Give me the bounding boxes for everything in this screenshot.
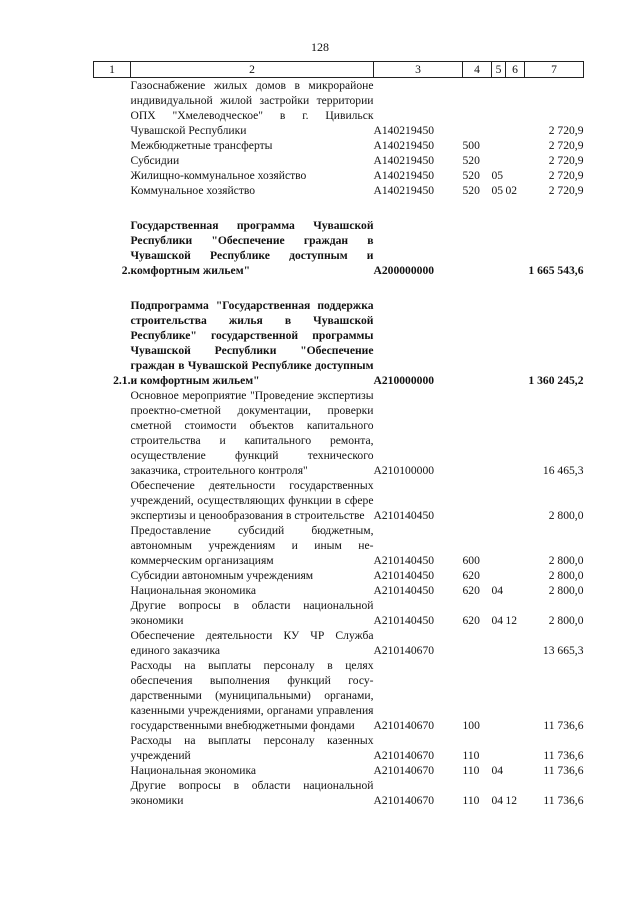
item-name: Подпрограмма "Государственная поддержка строительства жилья в Чувашской Республике" государственной программы Чувашской Республики "Обеспечение граждан в Чувашской Республике доступным и комфортным жильем": [130, 299, 374, 387]
item-name: Расходы на выплаты персоналу в целях обеспечения выполнения функций государственными (муниципальными) органами, казенными учреждениями, органами управления государственными внебюджетными фондами: [130, 659, 374, 732]
target-code: А210140670: [373, 644, 435, 657]
target-code: А210140670: [373, 764, 435, 777]
target-code: А140219450: [373, 184, 435, 197]
row-number: 2.: [121, 264, 131, 277]
subsection: [506, 733, 525, 763]
expense-group: 600: [462, 554, 480, 567]
expense-group: 110: [462, 794, 480, 807]
row-number: 2.1.: [113, 374, 131, 387]
col-header-2: 2: [131, 62, 374, 78]
section: [492, 298, 506, 388]
subsection: 02: [505, 184, 518, 197]
amount: 11 736,6: [543, 719, 584, 732]
col-header-1: 1: [94, 62, 131, 78]
amount: 2 800,0: [548, 509, 584, 522]
amount: 2 800,0: [548, 614, 584, 627]
subsection: [506, 478, 525, 523]
table-row: [94, 78, 584, 139]
amount: 2 720,9: [548, 124, 584, 137]
table-row: [94, 523, 584, 568]
row-number: [94, 763, 131, 778]
table-row: [94, 218, 584, 278]
amount: 2 720,9: [548, 154, 584, 167]
row-number: [94, 628, 131, 658]
item-name: Обеспечение деятельности КУ ЧР Служба единого заказчика: [130, 629, 374, 657]
target-code: А140219450: [373, 139, 435, 152]
target-code: А210100000: [373, 464, 435, 477]
subsection: 12: [505, 794, 518, 807]
subsection: [506, 523, 525, 568]
target-code: А140219450: [373, 154, 435, 167]
table-row: [94, 298, 584, 388]
target-code: А210140450: [373, 509, 435, 522]
section: [492, 78, 506, 139]
spacer-cell: [94, 198, 584, 218]
row-number: [94, 658, 131, 733]
subsection: [506, 568, 525, 583]
table-row: [94, 628, 584, 658]
item-name: Другие вопросы в области национальной экономики: [130, 599, 374, 627]
item-name: Предоставление субсидий бюджетным, автономным учреждениям и иным некоммерческим организациям: [130, 524, 374, 567]
target-code: А210140670: [373, 719, 435, 732]
subsection: [506, 763, 525, 778]
target-code: А210140450: [373, 569, 435, 582]
col-header-7: 7: [525, 62, 584, 78]
row-number: [94, 153, 131, 168]
page-number: 128: [311, 40, 329, 54]
section: [492, 388, 506, 478]
expense-group: 500: [462, 139, 480, 152]
row-number: [94, 168, 131, 183]
row-number: [94, 183, 131, 198]
expense-group: [463, 478, 492, 523]
expense-group: 620: [462, 569, 480, 582]
section: [492, 478, 506, 523]
table-row: [94, 763, 584, 778]
row-number: [94, 583, 131, 598]
subsection: [506, 153, 525, 168]
item-name: Государственная программа Чувашской Республики "Обеспечение граждан в Чувашской Республике доступным и комфортным жильем": [130, 219, 374, 277]
table-row: [94, 153, 584, 168]
section: 05: [491, 169, 504, 182]
target-code: А200000000: [373, 264, 435, 277]
expense-group: [463, 388, 492, 478]
spacer-cell: [94, 278, 584, 298]
row-number: [94, 523, 131, 568]
col-header-4: 4: [463, 62, 492, 78]
amount: 11 736,6: [543, 794, 584, 807]
subsection: [506, 298, 525, 388]
amount: 11 736,6: [543, 749, 584, 762]
expense-group: 620: [462, 584, 480, 597]
amount: 16 465,3: [542, 464, 584, 477]
table-row: [94, 658, 584, 733]
section: [492, 568, 506, 583]
row-number: [94, 388, 131, 478]
section: [492, 218, 506, 278]
table-row: [94, 733, 584, 763]
table-row: [94, 138, 584, 153]
row-spacer: [94, 198, 584, 218]
col-header-6: 6: [506, 62, 525, 78]
table-row: [94, 168, 584, 183]
subsection: [506, 658, 525, 733]
amount: 2 800,0: [548, 584, 584, 597]
section: 05: [491, 184, 504, 197]
subsection: 12: [505, 614, 518, 627]
row-number: [94, 778, 131, 808]
target-code: А140219450: [373, 169, 435, 182]
target-code: А210140450: [373, 554, 435, 567]
target-code: А210140670: [373, 794, 435, 807]
subsection: [506, 388, 525, 478]
row-number: [94, 568, 131, 583]
section: [492, 733, 506, 763]
table-row: [94, 583, 584, 598]
item-name: Субсидии автономным учреждениям: [130, 569, 314, 582]
expense-group: 520: [462, 184, 480, 197]
subsection: [506, 218, 525, 278]
item-name: Межбюджетные трансферты: [130, 139, 273, 152]
expense-group: 110: [462, 764, 480, 777]
expense-group: 110: [462, 749, 480, 762]
table-row: [94, 388, 584, 478]
amount: 13 665,3: [542, 644, 584, 657]
amount: 2 720,9: [548, 184, 584, 197]
section: [492, 138, 506, 153]
amount: 2 720,9: [548, 169, 584, 182]
row-number: [94, 733, 131, 763]
col-header-3: 3: [374, 62, 463, 78]
section: 04: [491, 584, 504, 597]
item-name: Национальная экономика: [130, 584, 257, 597]
section: 04: [491, 614, 504, 627]
expense-group: [463, 628, 492, 658]
row-spacer: [94, 278, 584, 298]
row-number: [94, 78, 131, 139]
row-number: [94, 598, 131, 628]
item-name: Обеспечение деятельности государственных учреждений, осуществляющих функции в сфере экспертизы и ценообразования в строительстве: [130, 479, 374, 522]
item-name: Другие вопросы в области национальной экономики: [130, 779, 374, 807]
expense-group: [463, 78, 492, 139]
item-name: Жилищно-коммунальное хозяйство: [130, 169, 307, 182]
target-code: А140219450: [373, 124, 435, 137]
target-code: А210140450: [373, 614, 435, 627]
amount: 11 736,6: [543, 764, 584, 777]
amount: 2 800,0: [548, 554, 584, 567]
expense-group: 620: [462, 614, 480, 627]
row-number: [94, 478, 131, 523]
table-row: [94, 478, 584, 523]
table-body: [94, 78, 584, 809]
budget-table: [93, 61, 584, 808]
section: [492, 153, 506, 168]
amount: 2 800,0: [548, 569, 584, 582]
amount: 2 720,9: [548, 139, 584, 152]
section: 04: [491, 764, 504, 777]
table-row: [94, 598, 584, 628]
subsection: [506, 78, 525, 139]
amount: 1 665 543,6: [528, 264, 584, 277]
item-name: Газоснабжение жилых домов в микрорайоне индивидуальной жилой застройки территории ОПХ "Хмелеводческое" в г. Цивильск Чувашской Республики: [130, 79, 374, 137]
item-name: Субсидии: [130, 154, 180, 167]
item-name: Национальная экономика: [130, 764, 257, 777]
table-row: [94, 568, 584, 583]
subsection: [506, 168, 525, 183]
expense-group: [463, 298, 492, 388]
table-row: [94, 183, 584, 198]
table-row: [94, 778, 584, 808]
expense-group: 100: [462, 719, 480, 732]
subsection: [506, 628, 525, 658]
section: 04: [491, 794, 504, 807]
row-number: [94, 138, 131, 153]
item-name: Коммунальное хозяйство: [130, 184, 256, 197]
subsection: [506, 138, 525, 153]
target-code: А210000000: [373, 374, 435, 387]
target-code: А210140450: [373, 584, 435, 597]
item-name: Расходы на выплаты персоналу казенных учреждений: [130, 734, 374, 762]
expense-group: [463, 218, 492, 278]
expense-group: 520: [462, 169, 480, 182]
item-name: Основное мероприятие "Проведение экспертизы проектно-сметной документации, проверки сметной стоимости объектов капитального строительства и капитального ремонта, осуществление функций технического заказчика, строительного контроля": [130, 389, 374, 477]
amount: 1 360 245,2: [528, 374, 584, 387]
expense-group: 520: [462, 154, 480, 167]
section: [492, 658, 506, 733]
target-code: А210140670: [373, 749, 435, 762]
section: [492, 628, 506, 658]
table-header-row: [94, 62, 584, 78]
col-header-5: 5: [492, 62, 506, 78]
subsection: [506, 583, 525, 598]
section: [492, 523, 506, 568]
